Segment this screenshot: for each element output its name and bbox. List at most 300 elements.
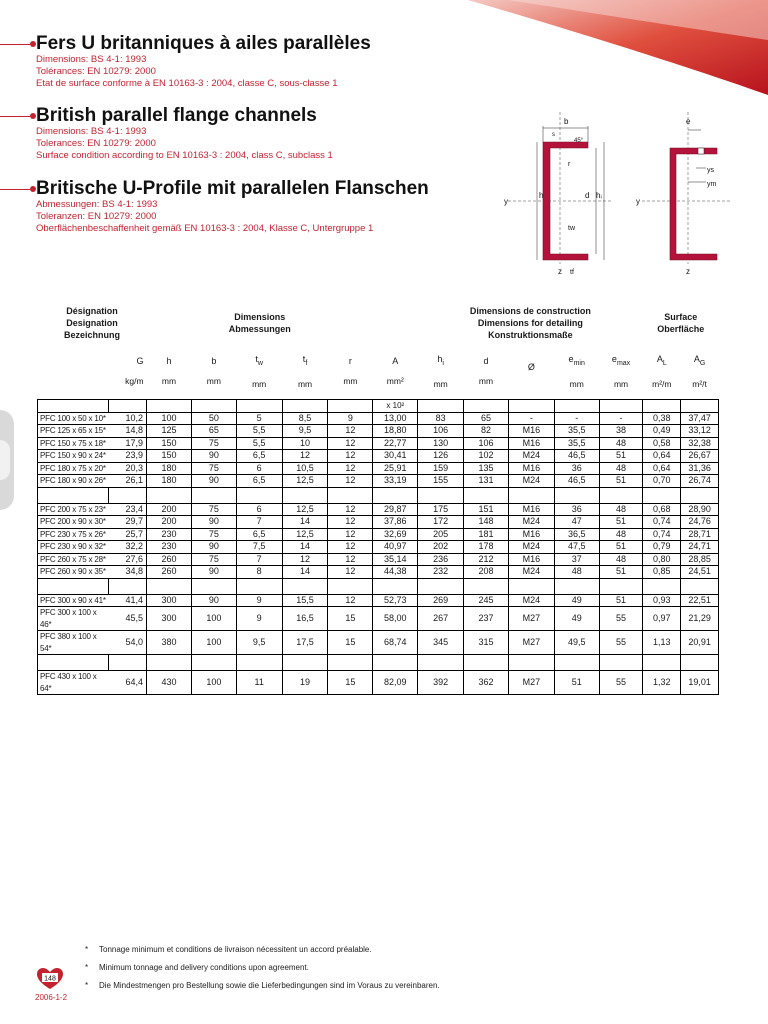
page-number-badge (37, 968, 63, 990)
table-cell: 51 (599, 566, 643, 579)
label-h: h (539, 191, 544, 200)
section-title: Fers U britanniques à ailes parallèles (36, 33, 371, 54)
table-cell: 12 (328, 450, 373, 463)
table-spacer (109, 578, 147, 594)
table-cell: M16 (508, 553, 554, 566)
table-cell: 75 (191, 437, 236, 450)
table-cell: 148 (464, 516, 509, 529)
table-cell: 200 (147, 503, 192, 516)
table-cell: 159 (418, 462, 464, 475)
table-cell: 26,67 (681, 450, 719, 463)
section-de (0, 177, 520, 237)
table-cell (147, 400, 192, 413)
table-cell: 51 (599, 594, 643, 607)
designation-cell: PFC 150 x 90 x 24* (38, 450, 109, 463)
column-symbol: $e_{max}$ (611, 354, 631, 367)
table-cell: 52,73 (373, 594, 418, 607)
table-row (38, 607, 719, 631)
table-cell: 31,36 (681, 462, 719, 475)
table-row (38, 462, 719, 475)
table-cell: 125 (147, 425, 192, 438)
table-spacer (328, 578, 373, 594)
section-bullet-line (0, 189, 30, 190)
table-cell: 15,5 (282, 594, 328, 607)
table-cell: 37,47 (681, 412, 719, 425)
table-spacer (282, 578, 328, 594)
footnote-mark: * (85, 981, 89, 990)
table-cell: 12,5 (282, 475, 328, 488)
table-cell: 0,93 (643, 594, 681, 607)
table-cell: 40,97 (373, 541, 418, 554)
table-spacer (681, 578, 719, 594)
section-line: Etat de surface conforme à EN 10163-3 : 2004, classe C, sous-classe 1 (36, 78, 338, 89)
designation-cell: PFC 100 x 50 x 10* (38, 412, 109, 425)
table-cell: 68,74 (373, 631, 418, 655)
table-cell (328, 400, 373, 413)
table-cell: 16,5 (282, 607, 328, 631)
table-cell: 13,00 (373, 412, 418, 425)
table-cell: 22,51 (681, 594, 719, 607)
table-cell: 12 (328, 503, 373, 516)
table-cell: 28,71 (681, 528, 719, 541)
table-cell (508, 400, 554, 413)
header-designation (38, 293, 147, 353)
table-cell: 23,4 (109, 503, 147, 516)
table-spacer (508, 655, 554, 671)
table-spacer (109, 487, 147, 503)
table-cell: 28,85 (681, 553, 719, 566)
table-cell: 64,4 (109, 671, 147, 695)
column-symbol: Ø (527, 362, 535, 373)
channel-properties-table (37, 293, 719, 695)
table-row (38, 437, 719, 450)
table-cell: 24,51 (681, 566, 719, 579)
table-cell: 180 (147, 462, 192, 475)
table-cell: 5 (236, 412, 282, 425)
footnote-text: Tonnage minimum et conditions de livraison nécessitent un accord préalable. (99, 945, 372, 954)
designation-cell: PFC 300 x 90 x 41* (38, 594, 109, 607)
table-cell: 17,5 (282, 631, 328, 655)
table-cell: 51 (554, 671, 599, 695)
column-unit: mm (613, 378, 629, 389)
section-title: Britische U-Profile mit parallelen Flanschen (36, 178, 429, 199)
table-cell: 151 (464, 503, 509, 516)
label-s: s (552, 132, 555, 138)
table-cell: 35,5 (554, 425, 599, 438)
table-cell: 245 (464, 594, 509, 607)
section-line: Abmessungen: BS 4-1: 1993 (36, 199, 158, 210)
table-spacer (38, 578, 109, 594)
table-cell (643, 400, 681, 413)
table-cell: 12 (328, 594, 373, 607)
header-cell-designation-symbol (38, 353, 109, 390)
table-cell: M24 (508, 475, 554, 488)
label-angle: 45° (574, 138, 584, 144)
table-cell: 7 (236, 516, 282, 529)
table-cell: 6,5 (236, 450, 282, 463)
table-cell: 51 (599, 541, 643, 554)
table-cell: 102 (464, 450, 509, 463)
table-cell: x 10² (373, 400, 418, 413)
table-row (38, 516, 719, 529)
section-line: Toleranzen: EN 10279: 2000 (36, 211, 157, 222)
table-cell: 315 (464, 631, 509, 655)
table-cell: 6,5 (236, 528, 282, 541)
column-symbol: h (166, 356, 172, 367)
table-cell: 82 (464, 425, 509, 438)
table-cell: M24 (508, 541, 554, 554)
table-cell: 14,8 (109, 425, 147, 438)
table-cell: 75 (191, 553, 236, 566)
table-spacer (681, 487, 719, 503)
header-text: Surface (664, 312, 698, 322)
table-cell: 12 (328, 541, 373, 554)
table-spacer (643, 487, 681, 503)
table-cell: 100 (191, 607, 236, 631)
footnote (85, 977, 440, 995)
section-line: Dimensions: BS 4-1: 1993 (36, 54, 147, 65)
table-cell: 131 (464, 475, 509, 488)
table-cell: 46,5 (554, 475, 599, 488)
table-cell: 9,5 (282, 425, 328, 438)
table-cell: 106 (464, 437, 509, 450)
column-unit: mm (161, 376, 177, 387)
table-cell: 36 (554, 503, 599, 516)
table-cell: M24 (508, 516, 554, 529)
footnote (85, 941, 440, 959)
table-cell: 29,87 (373, 503, 418, 516)
column-header-emax (599, 353, 643, 390)
table-cell: M24 (508, 566, 554, 579)
column-header-r (328, 353, 373, 390)
table-cell: 10 (282, 437, 328, 450)
designation-cell: PFC 300 x 100 x 46* (38, 607, 109, 631)
table-cell: 345 (418, 631, 464, 655)
table-cell: - (599, 412, 643, 425)
table-spacer (38, 655, 109, 671)
table-cell: 49 (554, 594, 599, 607)
table-cell: 51 (599, 475, 643, 488)
label-y: y (504, 197, 508, 206)
table-cell: 48 (599, 528, 643, 541)
designation-cell: PFC 180 x 75 x 20* (38, 462, 109, 475)
table-spacer (236, 578, 282, 594)
table-spacer (508, 487, 554, 503)
table-cell: 44,38 (373, 566, 418, 579)
table-cell: 90 (191, 516, 236, 529)
column-symbol: $t_w$ (255, 354, 263, 367)
table-cell: 54,0 (109, 631, 147, 655)
header-text: Abmessungen (228, 324, 291, 334)
table-cell: 5,5 (236, 437, 282, 450)
table-cell: 75 (191, 462, 236, 475)
table-cell: 37,86 (373, 516, 418, 529)
column-symbol: $t_f$ (302, 354, 308, 367)
column-symbol: d (483, 356, 489, 367)
table-cell: 9 (328, 412, 373, 425)
table-cell: 50 (191, 412, 236, 425)
column-symbol: G (136, 356, 144, 367)
table-cell: 0,80 (643, 553, 681, 566)
table-cell: M27 (508, 671, 554, 695)
table-cell: 100 (191, 631, 236, 655)
footnote-text: Minimum tonnage and delivery conditions upon agreement. (99, 963, 309, 972)
table-cell: 49,5 (554, 631, 599, 655)
column-unit: mm (297, 378, 313, 389)
label-b: b (564, 117, 569, 126)
table-cell: 27,6 (109, 553, 147, 566)
column-symbol: $e_{min}$ (568, 354, 585, 367)
table-cell: 0,70 (643, 475, 681, 488)
column-header-x (508, 353, 554, 390)
table-cell: 392 (418, 671, 464, 695)
table-cell: M24 (508, 450, 554, 463)
section-line: Tolerances: EN 10279: 2000 (36, 138, 156, 149)
table-cell: 0,58 (643, 437, 681, 450)
table-cell: 0,68 (643, 503, 681, 516)
table-spacer (418, 578, 464, 594)
table-cell: 12 (328, 462, 373, 475)
header-text: Oberfläche (657, 324, 705, 334)
table-spacer (147, 578, 192, 594)
table-cell: 205 (418, 528, 464, 541)
table-cell: 36,5 (554, 528, 599, 541)
table-cell: 51 (599, 516, 643, 529)
designation-cell: PFC 150 x 75 x 18* (38, 437, 109, 450)
designation-cell: PFC 380 x 100 x 54* (38, 631, 109, 655)
header-text: Désignation (66, 306, 118, 316)
table-cell (681, 400, 719, 413)
table-cell: 9 (236, 607, 282, 631)
table-cell: 37 (554, 553, 599, 566)
table-cell: 15 (328, 671, 373, 695)
table-cell: 55 (599, 671, 643, 695)
table-cell: 212 (464, 553, 509, 566)
label-tf: tf (570, 269, 574, 276)
table-cell: 24,71 (681, 541, 719, 554)
column-unit: mm² (386, 376, 404, 387)
column-unit: m²/t (692, 378, 707, 389)
table-cell: 6 (236, 462, 282, 475)
column-header-g (109, 353, 147, 390)
table-cell: 49 (554, 607, 599, 631)
table-cell: 0,85 (643, 566, 681, 579)
section-fr (0, 32, 520, 92)
table-cell: 12 (328, 437, 373, 450)
table-cell: 47 (554, 516, 599, 529)
table-cell (464, 400, 509, 413)
table-spacer (328, 655, 373, 671)
table-cell: 55 (599, 607, 643, 631)
table-cell: 51 (599, 450, 643, 463)
table-cell: M16 (508, 437, 554, 450)
table-row (38, 631, 719, 655)
footnote-mark: * (85, 963, 89, 972)
table-cell: 362 (464, 671, 509, 695)
table-cell: 32,69 (373, 528, 418, 541)
table-cell: 9,5 (236, 631, 282, 655)
table-spacer (464, 487, 509, 503)
column-symbol: $h_i$ (437, 354, 444, 367)
table-cell: 90 (191, 475, 236, 488)
table-spacer (554, 487, 599, 503)
table-cell: 1,32 (643, 671, 681, 695)
table-cell: 300 (147, 607, 192, 631)
table-cell: M27 (508, 631, 554, 655)
header-detailing (418, 293, 643, 353)
table-cell: 90 (191, 594, 236, 607)
table-cell: 47,5 (554, 541, 599, 554)
table-cell: 35,5 (554, 437, 599, 450)
table-row (38, 671, 719, 695)
table-cell: - (554, 412, 599, 425)
table-spacer (643, 655, 681, 671)
table-cell: 181 (464, 528, 509, 541)
table-cell: 48 (554, 566, 599, 579)
table-cell: 41,4 (109, 594, 147, 607)
table-cell: 12 (282, 553, 328, 566)
table-cell: 200 (147, 516, 192, 529)
table-cell: 208 (464, 566, 509, 579)
header-text: Dimensions for detailing (477, 318, 583, 328)
table-cell: 65 (191, 425, 236, 438)
column-unit: m²/m (652, 378, 672, 389)
designation-cell: PFC 125 x 65 x 15* (38, 425, 109, 438)
table-cell: 20,3 (109, 462, 147, 475)
table-cell: 0,74 (643, 528, 681, 541)
table-spacer (599, 578, 643, 594)
designation-cell: PFC 230 x 90 x 32* (38, 541, 109, 554)
channel-section-diagram-left (504, 112, 612, 276)
column-header-emin (554, 353, 599, 390)
section-line: Tolérances: EN 10279: 2000 (36, 66, 156, 77)
table-cell (236, 400, 282, 413)
label-hi: hᵢ (596, 191, 602, 200)
designation-cell: PFC 200 x 90 x 30* (38, 516, 109, 529)
column-symbol: $A_G$ (693, 354, 706, 367)
table-spacer (464, 655, 509, 671)
table-cell: 22,77 (373, 437, 418, 450)
table-spacer (508, 578, 554, 594)
table-cell: 380 (147, 631, 192, 655)
table-cell: 32,2 (109, 541, 147, 554)
table-cell: 75 (191, 528, 236, 541)
column-symbol: $A_L$ (656, 354, 667, 367)
table-cell: M16 (508, 462, 554, 475)
table-spacer (599, 655, 643, 671)
designation-cell: PFC 260 x 75 x 28* (38, 553, 109, 566)
column-header-d (464, 353, 509, 390)
table-cell: 21,29 (681, 607, 719, 631)
table-cell: 46,5 (554, 450, 599, 463)
section-line: Surface condition according to EN 10163-3 : 2004, class C, subclass 1 (36, 150, 333, 161)
column-header-h (147, 353, 192, 390)
table-cell: 17,9 (109, 437, 147, 450)
table-cell: 38 (599, 425, 643, 438)
header-blank (373, 293, 418, 353)
table-cell: 33,12 (681, 425, 719, 438)
table-spacer (681, 655, 719, 671)
table-cell: 135 (464, 462, 509, 475)
table-cell: 8,5 (282, 412, 328, 425)
table-cell: 12 (328, 566, 373, 579)
column-symbol: r (348, 356, 352, 367)
table-row (38, 503, 719, 516)
table-spacer (147, 487, 192, 503)
footnote-mark: * (85, 945, 89, 954)
table-cell: 25,7 (109, 528, 147, 541)
label-z2: z (686, 267, 690, 276)
label-y2: y (636, 197, 640, 206)
table-cell (282, 400, 328, 413)
table-cell: 12 (328, 425, 373, 438)
table-cell: 267 (418, 607, 464, 631)
table-cell: 48 (599, 553, 643, 566)
table-cell: 0,64 (643, 450, 681, 463)
table-cell: 48 (599, 503, 643, 516)
table-cell: 9 (236, 594, 282, 607)
table-cell: 202 (418, 541, 464, 554)
header-text: Bezeichnung (64, 330, 121, 340)
table-cell: 55 (599, 631, 643, 655)
section-line: Oberflächenbeschaffenheit gemäß EN 10163-3 : 2004, Klasse C, Untergruppe 1 (36, 223, 374, 234)
column-unit: kg/m (125, 376, 144, 387)
table-cell: 14 (282, 566, 328, 579)
table-cell (191, 400, 236, 413)
table-cell: 172 (418, 516, 464, 529)
table-spacer (328, 487, 373, 503)
column-unit: mm (569, 378, 584, 389)
table-cell: 100 (147, 412, 192, 425)
table-cell: 12 (328, 516, 373, 529)
table-cell: 0,97 (643, 607, 681, 631)
table-cell: - (508, 412, 554, 425)
table-row (38, 541, 719, 554)
table-cell: 25,91 (373, 462, 418, 475)
table-cell: 6 (236, 503, 282, 516)
table-row (38, 450, 719, 463)
section-bullet-line (0, 44, 30, 45)
header-surface (643, 293, 719, 353)
header-text: Designation (66, 318, 118, 328)
table-cell (418, 400, 464, 413)
column-unit: mm (206, 376, 221, 387)
table-cell: 26,1 (109, 475, 147, 488)
table-cell: 150 (147, 437, 192, 450)
table-cell (109, 400, 147, 413)
designation-cell: PFC 200 x 75 x 23* (38, 503, 109, 516)
label-r: r (568, 161, 571, 168)
table-cell: 232 (418, 566, 464, 579)
section-line: Dimensions: BS 4-1: 1993 (36, 126, 147, 137)
table-cell: 45,5 (109, 607, 147, 631)
table-cell: M27 (508, 607, 554, 631)
table-spacer (282, 487, 328, 503)
header-dimensions (147, 293, 373, 353)
table-cell: 75 (191, 503, 236, 516)
table-cell: 15 (328, 607, 373, 631)
table-cell: 0,79 (643, 541, 681, 554)
table-cell: 29,7 (109, 516, 147, 529)
table-cell: 12,5 (282, 528, 328, 541)
table-cell: 175 (418, 503, 464, 516)
label-ym: ym (707, 181, 717, 188)
table-row (38, 553, 719, 566)
table-spacer (554, 655, 599, 671)
side-tab-marker-inner (0, 440, 10, 480)
table-cell: 237 (464, 607, 509, 631)
table-cell: M16 (508, 503, 554, 516)
